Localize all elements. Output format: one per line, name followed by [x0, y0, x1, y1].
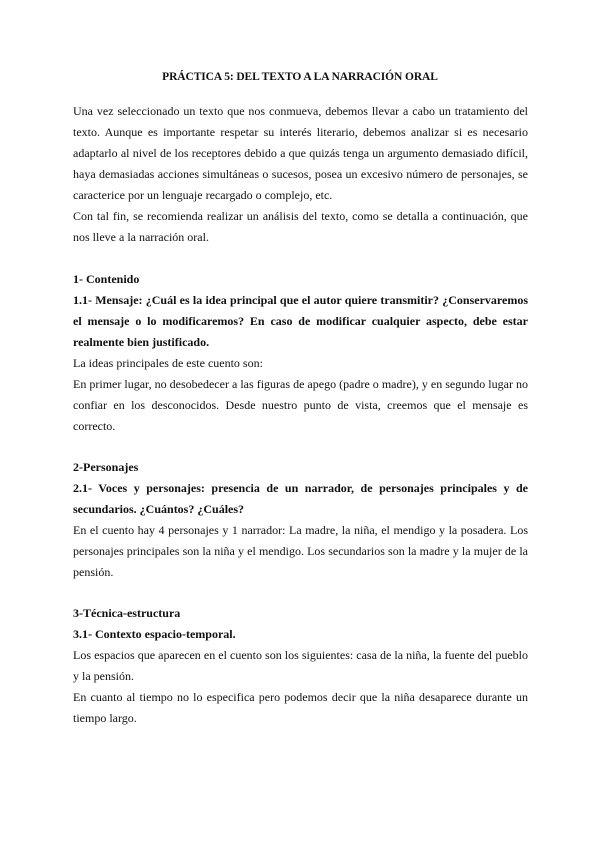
- intro-section: [73, 101, 528, 248]
- section-2-paragraph-1: En el cuento hay 4 personajes y 1 narrador: La madre, la niña, el mendigo y la posadera. Los personajes principales son la niña y el mendigo. Los secundarios son la madre y la mujer de la pensión.: [73, 523, 528, 579]
- section-1-heading: 1- Contenido: [73, 272, 140, 286]
- section-1-paragraph-1: La ideas principales de este cuento son:: [73, 356, 263, 370]
- section-2-1-heading: 2.1- Voces y personajes: presencia de un narrador, de personajes principales y de secundarios. ¿Cuántos? ¿Cuáles?: [73, 481, 528, 516]
- section-3-heading: 3-Técnica-estructura: [73, 606, 181, 620]
- section-2-heading: 2-Personajes: [73, 460, 139, 474]
- section-3-paragraph-1: Los espacios que aparecen en el cuento son los siguientes: casa de la niña, la fuente del pueblo y la pensión.: [73, 648, 528, 683]
- section-1-paragraph-2: En primer lugar, no desobedecer a las figuras de apego (padre o madre), y en segundo lugar no confiar en los desconocidos. Desde nuestro punto de vista, creemos que el mensaje es correcto.: [73, 377, 528, 433]
- section-1-1-heading: 1.1- Mensaje: ¿Cuál es la idea principal que el autor quiere transmitir? ¿Conservaremos el mensaje o lo modificaremos? En caso de modificar cualquier aspecto, debe estar realmente bien justificado.: [73, 293, 528, 349]
- intro-paragraph-2: Con tal fin, se recomienda realizar un análisis del texto, como se detalla a continuación, que nos lleve a la narración oral.: [73, 209, 528, 244]
- section-3-1-heading: 3.1- Contexto espacio-temporal.: [73, 627, 236, 641]
- intro-paragraph-1: Una vez seleccionado un texto que nos conmueva, debemos llevar a cabo un tratamiento del texto. Aunque es importante respetar su interés literario, debemos analizar si es necesario adaptarlo al nivel de los receptores debido a que quizás tenga un argumento demasiado difícil, haya demasiadas acciones simultáneas o sucesos, posea un excesivo número de personajes, se caracterice por un lenguaje recargado o complejo, etc.: [73, 104, 528, 202]
- page-title: PRÁCTICA 5: DEL TEXTO A LA NARRACIÓN ORAL: [162, 71, 438, 83]
- section-3-paragraph-2: En cuanto al tiempo no lo especifica pero podemos decir que la niña desaparece durante un tiempo largo.: [73, 690, 528, 725]
- section-personajes: [73, 457, 528, 583]
- section-tecnica: [73, 603, 528, 729]
- section-contenido: [73, 269, 528, 437]
